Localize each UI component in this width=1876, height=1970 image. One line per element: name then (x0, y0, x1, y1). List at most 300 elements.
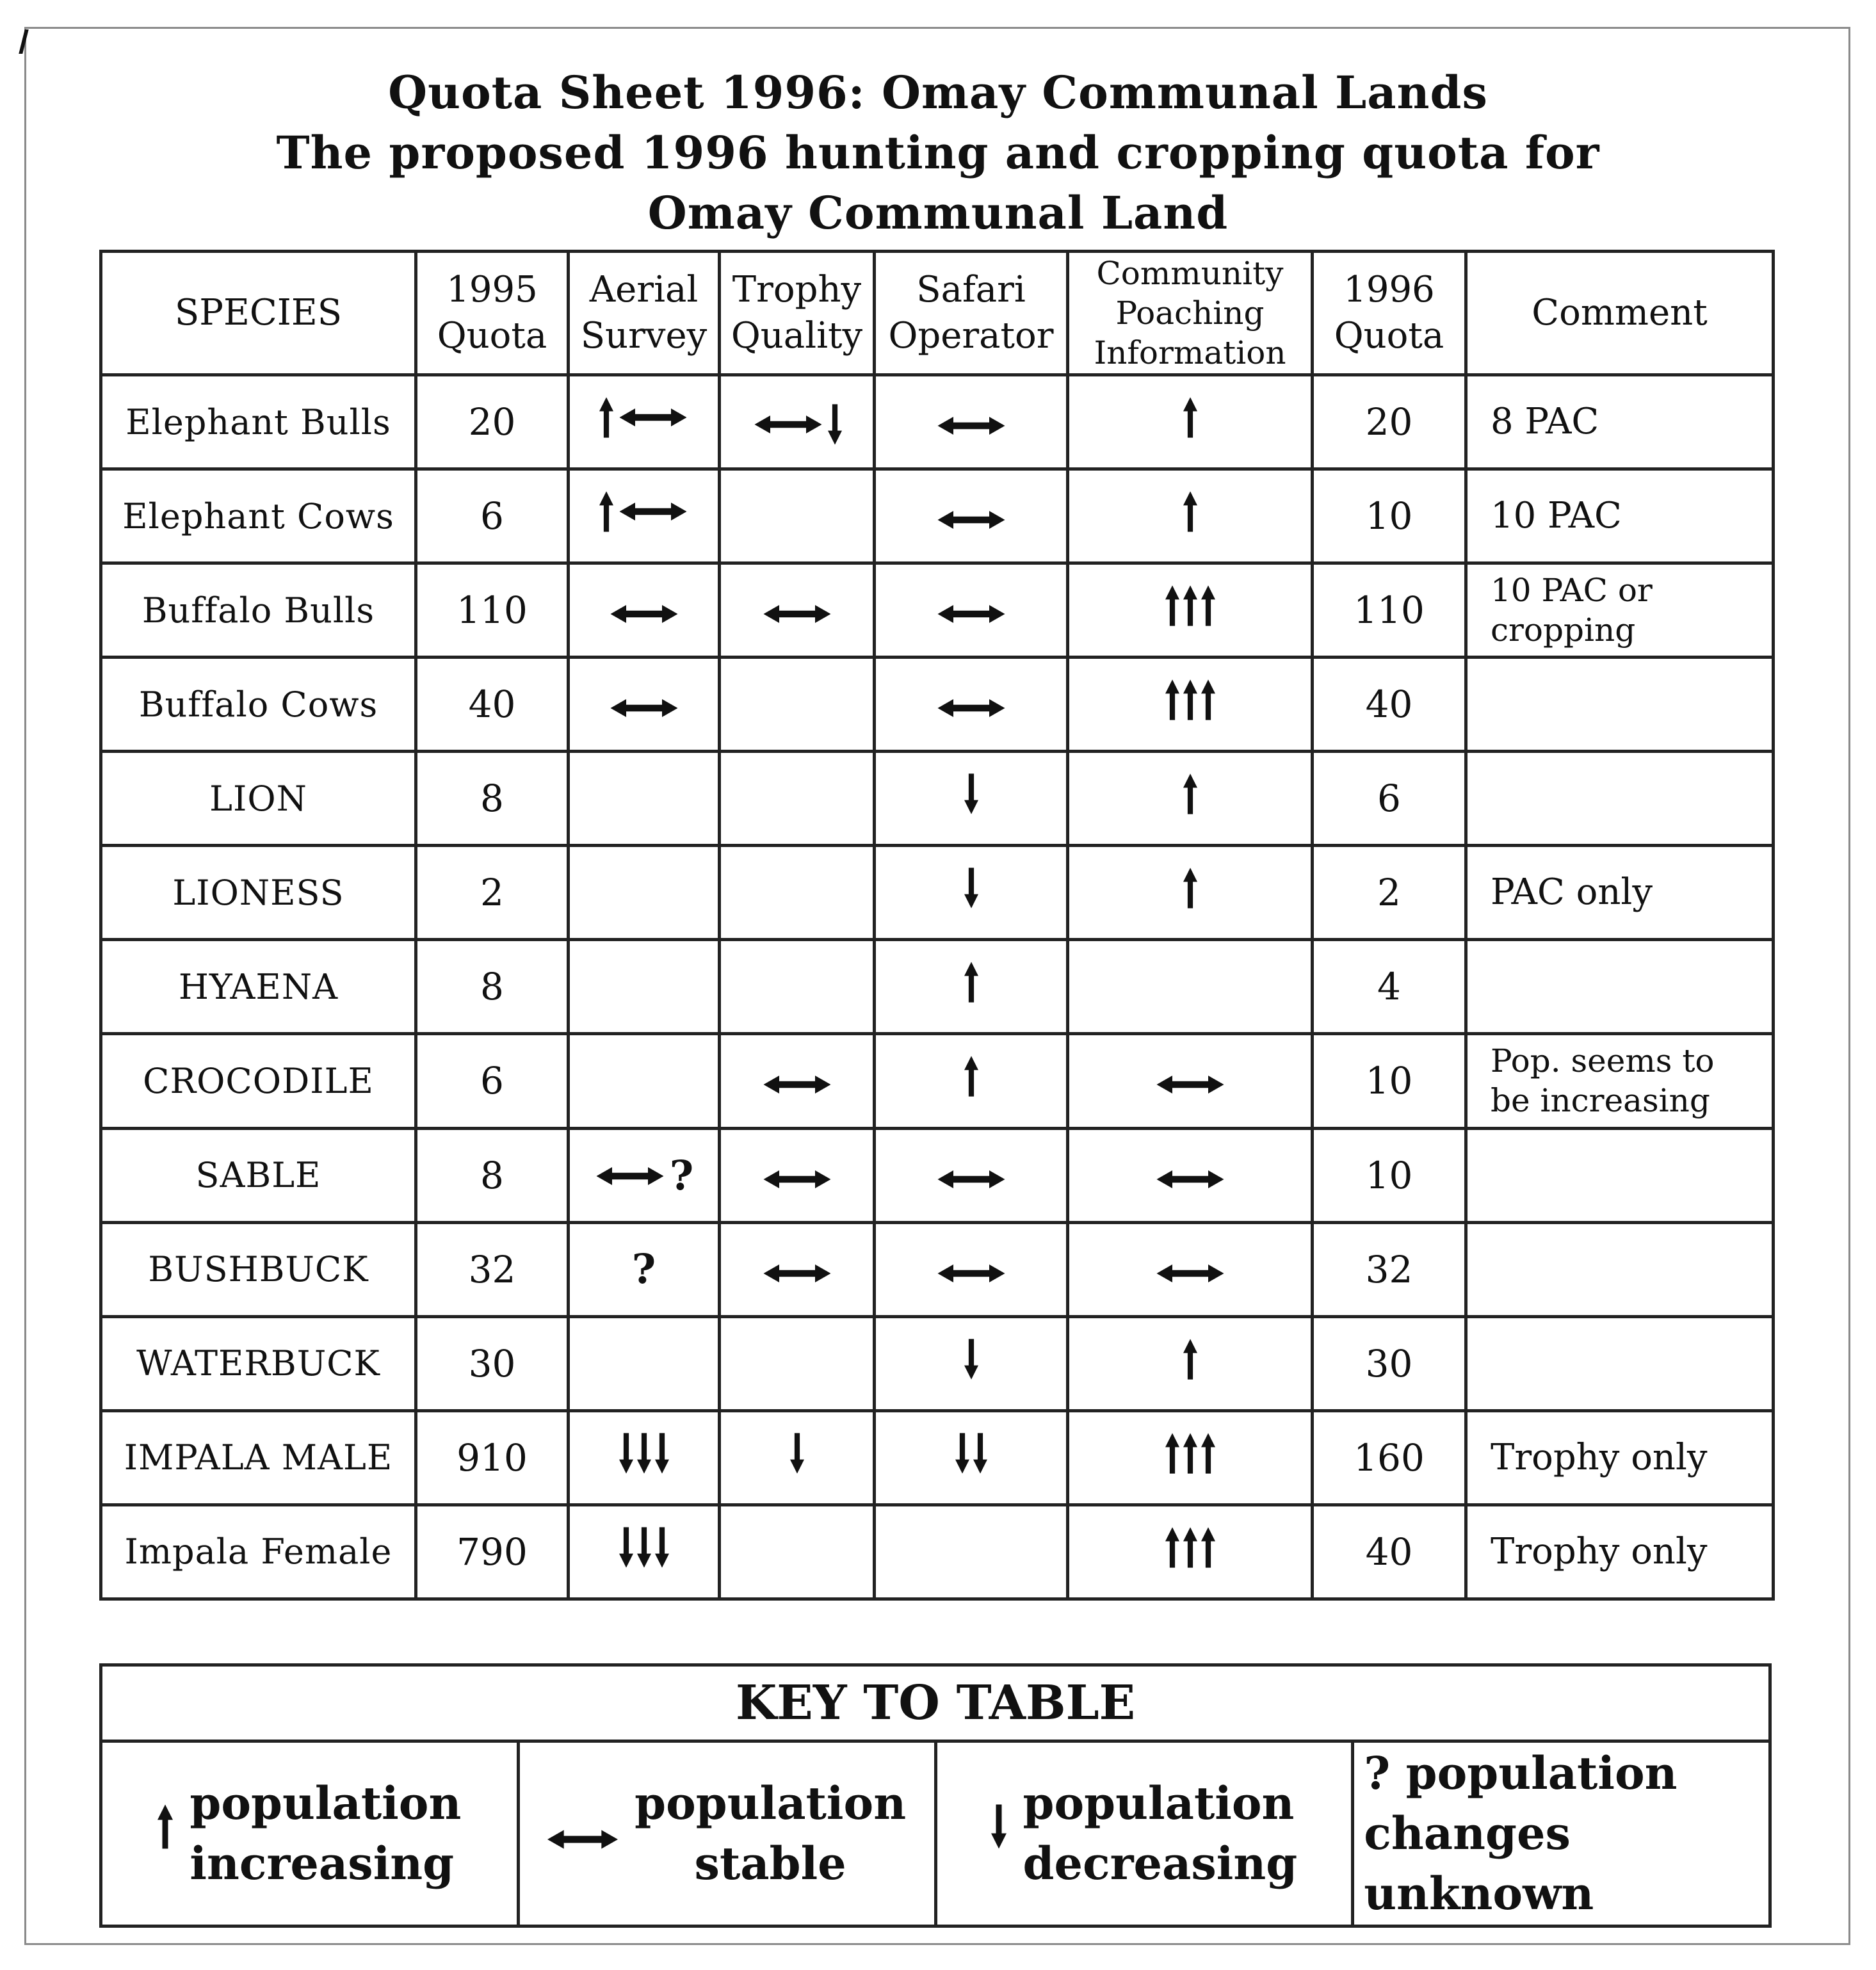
arrow-up-icon (158, 1804, 173, 1864)
quota-1996-cell (1313, 1222, 1466, 1316)
trend-symbols (964, 1056, 978, 1097)
double-arrow-horizontal-icon (935, 511, 1007, 529)
header-line: Community (1096, 255, 1284, 292)
comment-cell (1466, 469, 1774, 563)
quota-1995-cell-value: 40 (468, 682, 516, 727)
quota-1996-cell-value: 20 (1365, 400, 1413, 444)
trend-symbols (1183, 773, 1197, 814)
comment-line: 8 PAC (1491, 401, 1599, 443)
arrow-up-icon (1183, 773, 1197, 814)
arrow-up-icon (1165, 1527, 1179, 1568)
comment-cell (1466, 1222, 1774, 1316)
trend-symbols (964, 1339, 978, 1380)
trend-symbols (955, 1433, 987, 1474)
page-title (0, 63, 1876, 243)
arrow-up-icon (1201, 679, 1215, 720)
trophy-quality-cell (720, 846, 875, 940)
community-poaching-cell (1068, 1128, 1313, 1222)
comment-header-label: Comment (1532, 292, 1708, 334)
quota-1995-cell-value: 110 (457, 588, 528, 633)
trophy-quality-cell (720, 1505, 875, 1599)
safari-operator-cell (875, 658, 1068, 752)
double-arrow-horizontal-icon (761, 605, 833, 623)
safari-operator-cell (875, 1128, 1068, 1222)
arrow-up-icon (1201, 1527, 1215, 1568)
species-cell (101, 1316, 416, 1410)
species-cell-value: HYAENA (178, 966, 339, 1007)
header-line: Survey (580, 315, 708, 357)
double-arrow-horizontal-icon (547, 1804, 618, 1864)
quota-1995-cell-value: 8 (480, 1153, 504, 1197)
table-row (101, 1222, 1774, 1316)
trend-symbols (619, 1433, 669, 1474)
key-decreasing (935, 1741, 1353, 1926)
trend-symbols (964, 773, 978, 814)
trend-symbols (1165, 1433, 1215, 1474)
quota-1996-cell-value: 10 (1365, 1153, 1413, 1197)
aerial-survey-cell (569, 846, 720, 940)
quota-1996-cell (1313, 1316, 1466, 1410)
aerial-survey-cell (569, 1128, 720, 1222)
quota-1995-cell-value: 6 (480, 1059, 504, 1103)
double-arrow-horizontal-icon (761, 1264, 833, 1282)
safari-operator-cell (875, 469, 1068, 563)
key-label: stable (694, 1837, 846, 1890)
species-cell (101, 1222, 416, 1316)
arrow-up-icon (964, 1056, 978, 1097)
arrow-up-icon (1165, 679, 1179, 720)
double-arrow-horizontal-icon (935, 605, 1007, 623)
comment-line: Trophy only (1491, 1530, 1708, 1572)
comment-line: cropping (1491, 611, 1636, 649)
quota-1995-cell (416, 563, 569, 658)
col-aerial-survey-header (569, 252, 720, 375)
quota-table-body (101, 375, 1774, 1599)
table-row (101, 1316, 1774, 1410)
comment-cell (1466, 940, 1774, 1034)
trophy-quality-cell (720, 1128, 875, 1222)
arrow-down-icon (964, 773, 978, 814)
trend-symbols (608, 605, 680, 623)
species-cell (101, 1128, 416, 1222)
table-row (101, 846, 1774, 940)
table-row (101, 1128, 1774, 1222)
species-cell (101, 1410, 416, 1505)
double-arrow-horizontal-icon (608, 699, 680, 717)
header-line: Quota (1334, 315, 1444, 357)
comment-cell (1466, 563, 1774, 658)
comment-cell (1466, 1316, 1774, 1410)
table-row (101, 1410, 1774, 1505)
arrow-down-icon (619, 1527, 633, 1568)
arrow-down-icon (790, 1433, 804, 1474)
trend-symbols (761, 1076, 833, 1094)
safari-operator-cell (875, 563, 1068, 658)
quota-1996-cell-value: 110 (1354, 588, 1425, 633)
quota-1995-cell-value: 8 (480, 965, 504, 1009)
trend-symbols (1165, 1527, 1215, 1568)
arrow-up-icon (1183, 868, 1197, 908)
species-cell-value: WATERBUCK (136, 1343, 380, 1384)
key-label: population (635, 1777, 907, 1830)
community-poaching-cell (1068, 940, 1313, 1034)
safari-operator-cell (875, 752, 1068, 846)
trophy-quality-cell (720, 658, 875, 752)
header-line: Quality (731, 315, 863, 357)
arrow-down-icon (964, 868, 978, 908)
quota-1995-cell-value: 910 (457, 1435, 528, 1480)
safari-operator-cell (875, 1410, 1068, 1505)
aerial-survey-cell (569, 469, 720, 563)
arrow-down-icon (655, 1527, 669, 1568)
community-poaching-cell (1068, 1222, 1313, 1316)
quota-1996-cell (1313, 1505, 1466, 1599)
trend-symbols (964, 962, 978, 1003)
table-row (101, 658, 1774, 752)
key-label: increasing (190, 1837, 455, 1890)
table-row (101, 752, 1774, 846)
comment-cell (1466, 752, 1774, 846)
aerial-survey-cell (569, 1505, 720, 1599)
quota-1995-cell (416, 1316, 569, 1410)
quota-1995-cell (416, 1410, 569, 1505)
header-row (101, 252, 1774, 375)
trend-symbols (594, 1152, 694, 1200)
key-table (99, 1663, 1772, 1928)
title-line-1: Quota Sheet 1996: Omay Communal Lands (388, 66, 1488, 119)
quota-1996-cell-value: 32 (1365, 1247, 1413, 1291)
arrow-up-icon (1183, 1433, 1197, 1474)
quota-1995-cell (416, 940, 569, 1034)
trophy-quality-cell (720, 1410, 875, 1505)
double-arrow-horizontal-icon (761, 1076, 833, 1094)
quota-1995-cell-value: 2 (480, 871, 504, 915)
comment-line: Pop. seems to (1491, 1042, 1715, 1080)
trophy-quality-cell (720, 563, 875, 658)
key-stable (518, 1741, 935, 1926)
trophy-quality-cell (720, 1222, 875, 1316)
trend-symbols (1154, 1076, 1226, 1094)
table-row (101, 1034, 1774, 1128)
trend-symbols (1183, 397, 1197, 438)
double-arrow-horizontal-icon (935, 417, 1007, 435)
arrow-down-icon (955, 1433, 969, 1474)
arrow-down-icon (964, 1339, 978, 1380)
aerial-survey-cell (569, 1316, 720, 1410)
species-cell (101, 1034, 416, 1128)
table-row (101, 940, 1774, 1034)
quota-1995-cell-value: 6 (480, 494, 504, 538)
header-line: Operator (888, 315, 1054, 357)
safari-operator-cell (875, 375, 1068, 469)
table-row (101, 375, 1774, 469)
quota-1996-cell (1313, 752, 1466, 846)
aerial-survey-cell (569, 1034, 720, 1128)
species-cell-value: Elephant Cows (122, 496, 394, 537)
arrow-down-icon (991, 1804, 1007, 1864)
arrow-down-icon (619, 1433, 633, 1474)
trophy-quality-cell (720, 469, 875, 563)
header-line: Trophy (732, 269, 862, 311)
comment-cell (1466, 1034, 1774, 1128)
trend-symbols (752, 404, 842, 445)
header-line: Aerial (589, 269, 699, 311)
arrow-up-icon (599, 491, 613, 532)
species-cell (101, 1505, 416, 1599)
aerial-survey-cell (569, 940, 720, 1034)
comment-cell (1466, 1128, 1774, 1222)
double-arrow-horizontal-icon (617, 408, 689, 426)
trend-symbols (608, 699, 680, 717)
arrow-up-icon (1183, 585, 1197, 626)
trend-symbols (790, 1433, 804, 1474)
trend-symbols (632, 1245, 656, 1293)
header-line: Poaching (1115, 295, 1265, 332)
double-arrow-horizontal-icon (761, 1170, 833, 1188)
quota-1995-cell (416, 846, 569, 940)
species-cell-value: LION (209, 778, 307, 819)
community-poaching-cell (1068, 658, 1313, 752)
quota-1995-cell-value: 32 (468, 1247, 516, 1291)
header-line: Quota (437, 315, 547, 357)
double-arrow-horizontal-icon (935, 1170, 1007, 1188)
comment-cell (1466, 1505, 1774, 1599)
trend-symbols (1154, 1170, 1226, 1188)
comment-line: be increasing (1491, 1082, 1710, 1120)
arrow-down-icon (637, 1433, 651, 1474)
species-cell-value: Buffalo Bulls (142, 590, 375, 631)
species-cell (101, 375, 416, 469)
trophy-quality-cell (720, 1034, 875, 1128)
header-line: Safari (916, 269, 1026, 311)
header-line: 1996 (1343, 269, 1435, 311)
quota-1995-cell-value: 20 (468, 400, 516, 444)
quota-1996-cell (1313, 940, 1466, 1034)
arrow-up-icon (1183, 1339, 1197, 1380)
question-mark: ? (631, 1245, 656, 1294)
key-label: changes unknown (1364, 1807, 1594, 1920)
quota-1996-cell (1313, 469, 1466, 563)
trend-symbols (1183, 868, 1197, 908)
quota-1996-cell-value: 40 (1365, 682, 1413, 727)
quota-1995-cell-value: 8 (480, 777, 504, 821)
species-header-label: SPECIES (174, 292, 343, 334)
col-1996-quota-header (1313, 252, 1466, 375)
comment-line: Trophy only (1491, 1436, 1708, 1478)
col-1995-quota-header (416, 252, 569, 375)
quota-1995-cell (416, 1222, 569, 1316)
trophy-quality-cell (720, 752, 875, 846)
double-arrow-horizontal-icon (935, 1264, 1007, 1282)
trend-symbols (935, 1264, 1007, 1282)
aerial-survey-cell (569, 1222, 720, 1316)
species-cell-value: LIONESS (172, 872, 344, 913)
key-label: population (1023, 1777, 1295, 1830)
species-cell (101, 940, 416, 1034)
quota-1996-cell (1313, 375, 1466, 469)
trend-symbols (761, 1170, 833, 1188)
quota-1996-cell-value: 6 (1377, 777, 1401, 821)
species-cell-value: Buffalo Cows (138, 684, 378, 725)
question-mark: ? (669, 1152, 694, 1200)
aerial-survey-cell (569, 752, 720, 846)
trend-symbols (1165, 679, 1215, 720)
arrow-down-icon (637, 1527, 651, 1568)
community-poaching-cell (1068, 563, 1313, 658)
species-cell (101, 846, 416, 940)
species-cell-value: BUSHBUCK (148, 1249, 369, 1290)
trend-symbols (619, 1527, 669, 1568)
trend-symbols (935, 1170, 1007, 1188)
comment-line: 10 PAC or (1491, 572, 1653, 610)
trend-symbols (935, 605, 1007, 623)
arrow-up-icon (1183, 679, 1197, 720)
quota-1995-cell-value: 30 (468, 1341, 516, 1385)
header-line: 1995 (446, 269, 538, 311)
community-poaching-cell (1068, 752, 1313, 846)
trend-symbols (599, 397, 689, 438)
arrow-down-icon (655, 1433, 669, 1474)
quota-1996-cell (1313, 846, 1466, 940)
trend-symbols (761, 605, 833, 623)
trend-symbols (761, 1264, 833, 1282)
community-poaching-cell (1068, 1410, 1313, 1505)
safari-operator-cell (875, 1316, 1068, 1410)
community-poaching-cell (1068, 469, 1313, 563)
quota-1996-cell (1313, 1410, 1466, 1505)
comment-line: PAC only (1491, 871, 1653, 914)
header-line: Information (1094, 334, 1286, 371)
comment-line: 10 PAC (1491, 495, 1622, 537)
trend-symbols (1154, 1264, 1226, 1282)
title-line-3: Omay Communal Land (647, 186, 1229, 239)
double-arrow-horizontal-icon (594, 1167, 666, 1185)
double-arrow-horizontal-icon (935, 699, 1007, 717)
trend-symbols (964, 868, 978, 908)
species-cell (101, 563, 416, 658)
trend-symbols (935, 511, 1007, 529)
arrow-down-icon (828, 404, 842, 445)
quota-1996-cell (1313, 658, 1466, 752)
safari-operator-cell (875, 1034, 1068, 1128)
trend-symbols (1165, 585, 1215, 626)
quota-1996-cell-value: 10 (1365, 494, 1413, 538)
arrow-up-icon (1201, 1433, 1215, 1474)
double-arrow-horizontal-icon (1154, 1170, 1226, 1188)
col-comment-header (1466, 252, 1774, 375)
key-label: decreasing (1023, 1837, 1298, 1890)
quota-1996-cell (1313, 1128, 1466, 1222)
col-safari-operator-header (875, 252, 1068, 375)
table-row (101, 563, 1774, 658)
quota-1995-cell (416, 375, 569, 469)
trend-symbols (935, 417, 1007, 435)
species-cell-value: IMPALA MALE (124, 1437, 393, 1478)
quota-1996-cell-value: 4 (1377, 965, 1401, 1009)
trophy-quality-cell (720, 375, 875, 469)
key-label: population (190, 1777, 462, 1830)
species-cell (101, 658, 416, 752)
key-title: KEY TO TABLE (101, 1665, 1770, 1741)
col-trophy-quality-header (720, 252, 875, 375)
arrow-up-icon (599, 397, 613, 438)
key-label: ? population (1364, 1747, 1678, 1800)
quota-1995-cell (416, 752, 569, 846)
quota-1996-cell (1313, 1034, 1466, 1128)
double-arrow-horizontal-icon (1154, 1264, 1226, 1282)
species-cell (101, 469, 416, 563)
quota-1995-cell (416, 1034, 569, 1128)
community-poaching-cell (1068, 846, 1313, 940)
quota-1995-cell (416, 469, 569, 563)
species-cell-value: Impala Female (124, 1531, 392, 1572)
arrow-up-icon (1183, 1527, 1197, 1568)
key-increasing (101, 1741, 519, 1926)
comment-cell (1466, 846, 1774, 940)
quota-1995-cell (416, 1128, 569, 1222)
trend-symbols (1183, 491, 1197, 532)
community-poaching-cell (1068, 1505, 1313, 1599)
quota-1996-cell-value: 10 (1365, 1059, 1413, 1103)
quota-1996-cell-value: 160 (1354, 1435, 1425, 1480)
trend-symbols (1183, 1339, 1197, 1380)
species-cell (101, 752, 416, 846)
key-unknown (1353, 1741, 1770, 1926)
trend-symbols (599, 491, 689, 532)
quota-table (99, 250, 1775, 1601)
safari-operator-cell (875, 940, 1068, 1034)
quota-1995-cell-value: 790 (457, 1530, 528, 1574)
community-poaching-cell (1068, 1316, 1313, 1410)
trophy-quality-cell (720, 1316, 875, 1410)
col-species-header (101, 252, 416, 375)
aerial-survey-cell (569, 375, 720, 469)
double-arrow-horizontal-icon (617, 503, 689, 521)
quota-1996-cell-value: 40 (1365, 1530, 1413, 1574)
quota-1996-cell-value: 30 (1365, 1341, 1413, 1385)
community-poaching-cell (1068, 1034, 1313, 1128)
quota-1996-cell-value: 2 (1377, 871, 1401, 915)
species-cell-value: CROCODILE (143, 1060, 374, 1101)
species-cell-value: Elephant Bulls (125, 401, 391, 442)
community-poaching-cell (1068, 375, 1313, 469)
arrow-up-icon (1165, 1433, 1179, 1474)
safari-operator-cell (875, 846, 1068, 940)
trophy-quality-cell (720, 940, 875, 1034)
comment-cell (1466, 1410, 1774, 1505)
aerial-survey-cell (569, 1410, 720, 1505)
arrow-up-icon (1183, 397, 1197, 438)
comment-cell (1466, 658, 1774, 752)
double-arrow-horizontal-icon (752, 416, 824, 433)
col-community-poaching-header (1068, 252, 1313, 375)
trend-symbols (935, 699, 1007, 717)
double-arrow-horizontal-icon (1154, 1076, 1226, 1094)
comment-cell (1466, 375, 1774, 469)
safari-operator-cell (875, 1222, 1068, 1316)
double-arrow-horizontal-icon (608, 605, 680, 623)
species-cell-value: SABLE (195, 1155, 321, 1196)
arrow-up-icon (1165, 585, 1179, 626)
arrow-up-icon (964, 962, 978, 1003)
quota-1996-cell (1313, 563, 1466, 658)
arrow-up-icon (1183, 491, 1197, 532)
aerial-survey-cell (569, 563, 720, 658)
table-row (101, 469, 1774, 563)
arrow-down-icon (973, 1433, 987, 1474)
safari-operator-cell (875, 1505, 1068, 1599)
aerial-survey-cell (569, 658, 720, 752)
